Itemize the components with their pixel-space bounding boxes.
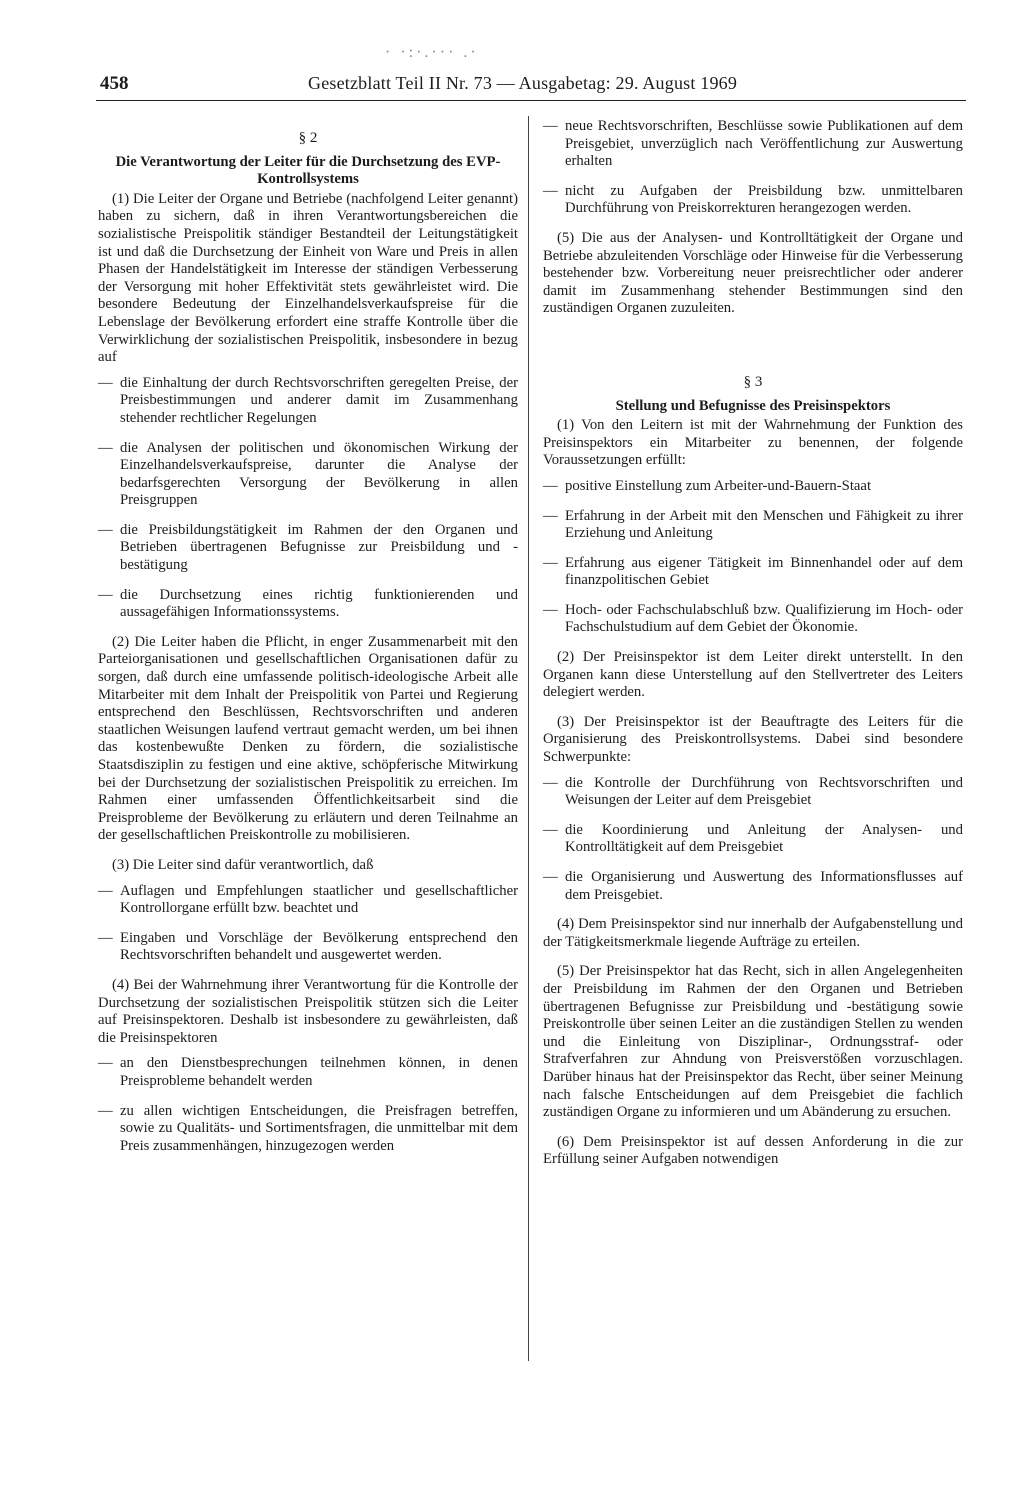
list-item: — die Preisbildungstätigkeit im Rahmen der den Organen und Betrieben übertragenen Befugnisse zur Preisbildung und -bestätigung <box>98 522 518 575</box>
paragraph: (2) Die Leiter haben die Pflicht, in enger Zusammenarbeit mit den Parteiorganisationen und gesellschaftlichen Organisationen dafür zu sorgen, daß durch eine umfassende politisch-ideologische Arbeit alle Mitarbeiter mit dem Inhalt der Preispolitik von Partei und Regierung entsprechend den Beschlüssen, Rechtsvorschriften und anderen staatlichen Weisungen laufend vertraut gemacht werden, um bei ihnen das kostenbewußte Denken zu fördern, die sozialistische Staatsdisziplin zu festigen und eine aktive, schöpferische Mitwirkung bei der Durchsetzung der sozialistischen Preispolitik zu erreichen. Im Rahmen einer umfassenden Öffentlichkeitsarbeit sind die Preisprobleme der Bevölkerung zu erläutern und deren Teilnahme an der gesellschaftlichen Preiskontrolle zu mobilisieren. <box>98 633 518 844</box>
list-item: — Auflagen und Empfehlungen staatlicher und gesellschaftlicher Kontrollorgane erfüllt bzw. beachtet und <box>98 883 518 918</box>
list-item: — Erfahrung in der Arbeit mit den Menschen und Fähigkeit zu ihrer Erziehung und Anleitung <box>543 508 963 543</box>
list-item: — die Kontrolle der Durchführung von Rechtsvorschriften und Weisungen der Leiter auf dem Preisgebiet <box>543 775 963 810</box>
section-sign: § 2 <box>298 130 318 146</box>
right-column <box>543 118 963 1169</box>
list-item: — die Analysen der politischen und ökonomischen Wirkung der Einzelhandelsverkaufspreise, darunter die Analyse der bedarfsgerechten Versorgung der Bevölkerung in allen Preisgruppen <box>98 440 518 510</box>
list-item: — Erfahrung aus eigener Tätigkeit im Binnenhandel oder auf dem finanzpolitischen Gebiet <box>543 555 963 590</box>
list-item: — zu allen wichtigen Entscheidungen, die Preisfragen betreffen, sowie zu Qualitäts- und Sortimentsfragen, die unmittelbar mit dem Preis zusammenhängen, hinzugezogen werden <box>98 1103 518 1156</box>
paragraph: (3) Die Leiter sind dafür verantwortlich, daß <box>112 856 374 873</box>
list-item: — die Einhaltung der durch Rechtsvorschriften geregelten Preise, der Preisbestimmungen und anderer damit im Zusammenhang stehender rechtlicher Regelungen <box>98 375 518 428</box>
paragraph: (5) Die aus der Analysen- und Kontrolltätigkeit der Organe und Betriebe abzuleitenden Vorschläge oder Hinweise für die Verbesserung bestehender bzw. Vorbereitung neuer preisrechtlicher oder anderer damit im Zusammenhang stehender Bestimmungen sind den zuständigen Organen zuzuleiten. <box>543 229 963 317</box>
running-title: Gesetzblatt Teil II Nr. 73 — Ausgabetag: 29. August 1969 <box>308 73 738 93</box>
column-divider <box>528 116 529 1361</box>
bullet-list <box>543 118 963 218</box>
left-column <box>98 118 518 1167</box>
paragraph: (2) Der Preisinspektor ist dem Leiter direkt unterstellt. In den Organen kann diese Unterstellung auf den Stellvertreter des Leiters delegiert werden. <box>543 649 963 701</box>
list-item: — Eingaben und Vorschläge der Bevölkerung entsprechend den Rechtsvorschriften behandelt und ausgewertet werden. <box>98 930 518 965</box>
section-sign: § 3 <box>743 373 763 390</box>
paragraph: (1) Von den Leitern ist mit der Wahrnehmung der Funktion des Preisinspektors ein Mitarbeiter zu benennen, der folgende Voraussetzungen erfüllt: <box>543 417 963 469</box>
bullet-list <box>98 1055 518 1155</box>
bullet-list <box>543 775 963 905</box>
paragraph: (1) Die Leiter der Organe und Betriebe (nachfolgend Leiter genannt) haben zu sichern, daß in ihren Verantwortungsbereichen die sozialistische Preispolitik ständiger Bestandteil der Leitungstätigkeit ist und daß die Durchsetzung der Einheit von Ware und Preis in allen Phasen der Handelstätigkeit im Interesse der ständigen Verbesserung der Versorgung mit hoher Effektivität stets gewährleistet wird. Die besondere Bedeutung der Einzelhandelsverkaufspreise für die Lebenslage der Bevölkerung erfordert eine straffe Kontrolle über die Verwirklichung der sozialistischen Preispolitik, insbesondere in bezug auf <box>98 190 518 366</box>
list-item: — positive Einstellung zum Arbeiter-und-Bauern-Staat <box>543 478 963 496</box>
page-header <box>96 70 966 101</box>
section-heading: Stellung und Befugnisse des Preisinspektors <box>615 397 891 414</box>
bullet-list <box>98 883 518 965</box>
bullet-list <box>543 478 963 637</box>
list-item: — die Organisierung und Auswertung des Informationsflusses auf dem Preisgebiet. <box>543 869 963 904</box>
paragraph: (5) Der Preisinspektor hat das Recht, sich in allen Angelegenheiten der Preisbildung im Rahmen der den Organen und Betrieben übertragenen Befugnisse zur Preisbildung und -bestätigung sowie Preiskontrolle über seinen Leiter an die zuständigen Stellen zu wenden und die Einleitung von Disziplinar-, Ordnungsstraf- oder Strafverfahren zur Ahndung von Preisverstößen vorzuschlagen. Darüber hinaus hat der Preisinspektor das Recht, über seiner Meinung nach falsche Entscheidungen auf dem Preisgebiet die fachlich zuständigen Organe zu informieren und um Abänderung zu ersuchen. <box>543 963 963 1121</box>
list-item: — die Durchsetzung eines richtig funktionierenden und aussagefähigen Informationssystems. <box>98 587 518 622</box>
paragraph: (4) Dem Preisinspektor sind nur innerhalb der Aufgabenstellung und der Tätigkeitsmerkmale liegende Aufträge zu erteilen. <box>543 916 963 950</box>
paragraph: (4) Bei der Wahrnehmung ihrer Verantwortung für die Kontrolle der Durchsetzung der sozialistischen Preispolitik stützen sich die Leiter auf Preisinspektoren. Deshalb ist insbesondere zu gewährleisten, daß die Preisinspektoren <box>98 976 518 1046</box>
list-item: — an den Dienstbesprechungen teilnehmen können, in denen Preisprobleme behandelt werden <box>98 1055 518 1090</box>
section-heading: Die Verantwortung der Leiter für die Durchsetzung des EVP-Kontrollsystems <box>115 153 501 188</box>
list-item: — neue Rechtsvorschriften, Beschlüsse sowie Publikationen auf dem Preisgebiet, unverzüglich nach Veröffentlichung zur Auswertung erhalten <box>543 118 963 171</box>
paragraph: (6) Dem Preisinspektor ist auf dessen Anforderung in die zur Erfüllung seiner Aufgaben notwendigen <box>543 1133 963 1168</box>
scan-noise: · ·:·.··· .· <box>385 44 479 61</box>
list-item: — Hoch- oder Fachschulabschluß bzw. Qualifizierung im Hoch- oder Fachschulstudium auf dem Gebiet der Ökonomie. <box>543 602 963 637</box>
list-item: — die Koordinierung und Anleitung der Analysen- und Kontrolltätigkeit auf dem Preisgebiet <box>543 822 963 857</box>
page-number: 458 <box>100 73 129 94</box>
paragraph: (3) Der Preisinspektor ist der Beauftragte des Leiters für die Organisierung des Preiskontrollsystems. Dabei sind besondere Schwerpunkte: <box>543 713 963 766</box>
list-item: — nicht zu Aufgaben der Preisbildung bzw. unmittelbaren Durchführung von Preiskorrekturen herangezogen werden. <box>543 183 963 218</box>
bullet-list <box>98 375 518 622</box>
